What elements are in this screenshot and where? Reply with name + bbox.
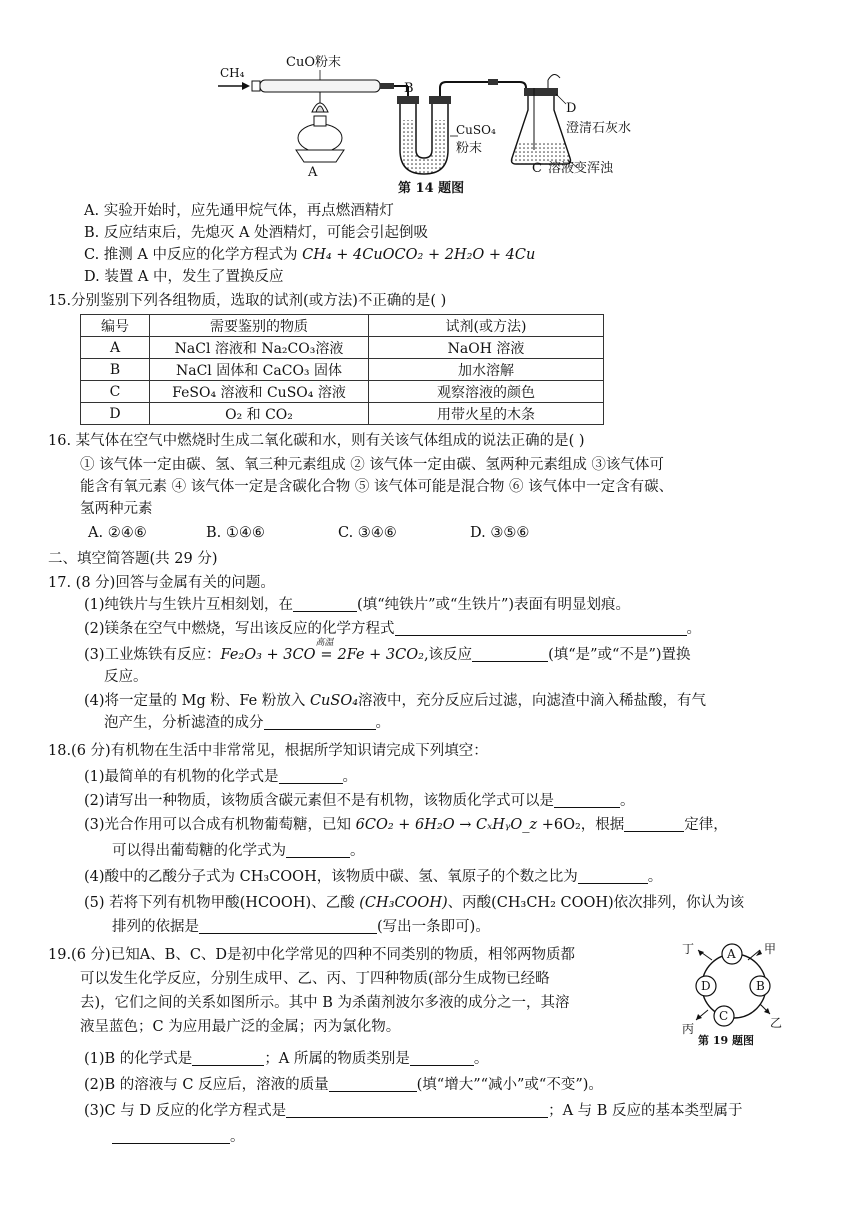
label-ch4: CH₄	[220, 66, 245, 80]
answer-blank[interactable]	[554, 791, 620, 808]
q16-statements-1: ① 该气体一定由碳、氢、氧三种元素组成 ② 该气体一定由碳、氢两种元素组成 ③该气体可	[80, 457, 664, 473]
table-cell: C	[81, 381, 150, 403]
q14-option-d: D. 装置 A 中，发生了置换反应	[84, 269, 284, 285]
figure-19	[676, 938, 796, 1050]
q17-sub2: (2)镁条在空气中燃烧，写出该反应的化学方程式 。	[84, 621, 702, 637]
q17-sub1: (1)纯铁片与生铁片互相刻划，在 (填“纯铁片”或“生铁片”)表面有明显划痕。	[84, 597, 631, 613]
q15-table	[80, 314, 604, 425]
label-a: A	[308, 165, 318, 180]
table-cell: FeSO₄ 溶液和 CuSO₄ 溶液	[150, 381, 369, 403]
label-turbid: 溶液变浑浊	[548, 161, 614, 176]
table-header-row	[81, 315, 604, 337]
q18-sub5-cont: 排列的依据是 (写出一条即可)。	[112, 919, 490, 935]
q16-statements-2: 能含有氧元素 ④ 该气体一定是含碳化合物 ⑤ 该气体可能是混合物 ⑥ 该气体中一定含有碳、	[80, 479, 674, 495]
node-b: B	[756, 979, 765, 993]
table-cell: NaOH 溶液	[369, 337, 604, 359]
label-limewater: 澄清石灰水	[566, 121, 632, 136]
table-header: 需要鉴别的物质	[150, 315, 369, 337]
q16-stem: 16. 某气体在空气中燃烧时生成二氧化碳和水，则有关该气体组成的说法正确的是( )	[48, 433, 585, 449]
node-c: C	[719, 1009, 729, 1023]
table-cell: NaCl 溶液和 Na₂CO₃溶液	[150, 337, 369, 359]
q17-sub3: (3)工业炼铁有反应：Fe₂O₃ + 3CO 高温 = 2Fe + 3CO₂,该反应 (填“是”或“不是”)置换	[84, 644, 691, 666]
q14-option-b: B. 反应结束后，先熄灭 A 处酒精灯，可能会引起倒吸	[84, 225, 429, 241]
q19-sub3: (3)C 与 D 反应的化学方程式是 ；A 与 B 反应的基本类型属于	[84, 1103, 743, 1119]
q18-sub1: (1)最简单的有机物的化学式是 。	[84, 769, 358, 785]
q15-stem: 15.分别鉴别下列各组物质，选取的试剂(或方法)不正确的是( )	[48, 293, 447, 309]
answer-blank[interactable]	[329, 1075, 417, 1092]
table-cell: 用带火星的木条	[369, 403, 604, 425]
table-header: 试剂(或方法)	[369, 315, 604, 337]
figure-14-caption: 第 14 题图	[398, 181, 465, 196]
answer-blank[interactable]	[286, 841, 350, 858]
table-row	[81, 359, 604, 381]
answer-blank[interactable]	[264, 713, 376, 730]
product-ding: 丁	[682, 942, 695, 956]
product-bing: 丙	[682, 1022, 695, 1036]
product-jia: 甲	[764, 942, 777, 956]
condition-label: 高温	[315, 638, 334, 648]
node-d: D	[701, 979, 711, 993]
q19-stem-1: 19.(6 分)已知A、B、C、D是初中化学常见的四种不同类别的物质，相邻两物质都	[48, 947, 576, 963]
q18-stem: 18.(6 分)有机物在生活中非常常见，根据所学知识请完成下列填空：	[48, 743, 488, 759]
table-cell: 观察溶液的颜色	[369, 381, 604, 403]
q17-sub3-cont: 反应。	[104, 669, 148, 685]
q19-stem-4: 液呈蓝色；C 为应用最广泛的金属；丙为氯化物。	[80, 1019, 401, 1035]
table-cell: B	[81, 359, 150, 381]
figure-19-caption: 第 19 题图	[698, 1034, 754, 1047]
q18-sub2: (2)请写出一种物质，该物质含碳元素但不是有机物，该物质化学式可以是 。	[84, 793, 635, 809]
table-cell: A	[81, 337, 150, 359]
q14-option-a: A. 实验开始时，应先通甲烷气体，再点燃酒精灯	[84, 203, 394, 219]
q19-stem-2: 可以发生化学反应，分别生成甲、乙、丙、丁四种物质(部分生成物已经略	[80, 971, 550, 987]
table-row	[81, 403, 604, 425]
q14-option-c: C. 推测 A 中反应的化学方程式为 CH₄ + 4CuOCO₂ + 2H₂O + 4Cu	[84, 247, 536, 263]
answer-blank[interactable]	[624, 815, 684, 832]
q19-sub1: (1)B 的化学式是 ；A 所属的物质类别是 。	[84, 1051, 489, 1067]
label-cuo: CuO粉末	[286, 55, 341, 70]
answer-blank[interactable]	[112, 1127, 230, 1144]
node-a: A	[727, 947, 736, 961]
q17-stem: 17. (8 分)回答与金属有关的问题。	[48, 575, 275, 591]
figure-14	[210, 50, 650, 200]
label-powder: 粉末	[456, 141, 483, 156]
product-yi: 乙	[770, 1016, 783, 1030]
section-2-title: 二、填空简答题(共 29 分)	[48, 551, 218, 567]
answer-blank[interactable]	[472, 645, 548, 662]
label-cuso4: CuSO₄	[456, 123, 496, 137]
q14-equation: CH₄ + 4CuOCO₂ + 2H₂O + 4Cu	[302, 247, 536, 263]
q16-statements-3: 氢两种元素	[80, 501, 153, 517]
label-d: D	[566, 101, 577, 116]
answer-blank[interactable]	[199, 917, 377, 934]
q17-sub4: (4)将一定量的 Mg 粉、Fe 粉放入 CuSO₄溶液中，充分反应后过滤，向滤渣中滴入稀盐酸，有气	[84, 693, 707, 709]
answer-blank[interactable]	[293, 595, 357, 612]
table-cell: 加水溶解	[369, 359, 604, 381]
answer-blank[interactable]	[279, 767, 343, 784]
q16-option-b: B. ①④⑥	[206, 525, 265, 541]
table-cell: O₂ 和 CO₂	[150, 403, 369, 425]
table-cell: NaCl 固体和 CaCO₃ 固体	[150, 359, 369, 381]
answer-blank[interactable]	[410, 1049, 474, 1066]
q17-sub4-cont: 泡产生，分析滤渣的成分 。	[104, 715, 390, 731]
answer-blank[interactable]	[578, 867, 648, 884]
table-row	[81, 381, 604, 403]
q16-option-d: D. ③⑤⑥	[470, 525, 530, 541]
table-header: 编号	[81, 315, 150, 337]
q19-sub3-cont: 。	[112, 1126, 245, 1148]
label-b: B	[404, 81, 414, 96]
q16-option-c: C. ③④⑥	[338, 525, 397, 541]
q18-sub3-cont: 可以得出葡萄糖的化学式为 。	[112, 843, 365, 859]
q19-stem-3: 去)，它们之间的关系如图所示。其中 B 为杀菌剂波尔多液的成分之一，其溶	[80, 995, 570, 1011]
answer-blank[interactable]	[286, 1101, 548, 1118]
q18-sub3: (3)光合作用可以合成有机物葡萄糖，已知 6CO₂ + 6H₂O → CₓHᵧO_z +6O₂，根据 定律，	[84, 817, 728, 833]
q19-sub2: (2)B 的溶液与 C 反应后，溶液的质量 (填“增大”“减小”或“不变”)。	[84, 1077, 603, 1093]
q18-sub4: (4)酸中的乙酸分子式为 CH₃COOH，该物质中碳、氢、氧原子的个数之比为 。	[84, 869, 663, 885]
answer-blank[interactable]	[192, 1049, 264, 1066]
q18-sub5: (5) 若将下列有机物甲酸(HCOOH)、乙酸 (CH₃COOH)、丙酸(CH₃CH₂ COOH)依次排列，你认为该	[84, 895, 745, 911]
table-cell: D	[81, 403, 150, 425]
label-c: C	[532, 161, 542, 176]
q16-option-a: A. ②④⑥	[88, 525, 147, 541]
answer-blank[interactable]	[395, 619, 687, 636]
table-row	[81, 337, 604, 359]
